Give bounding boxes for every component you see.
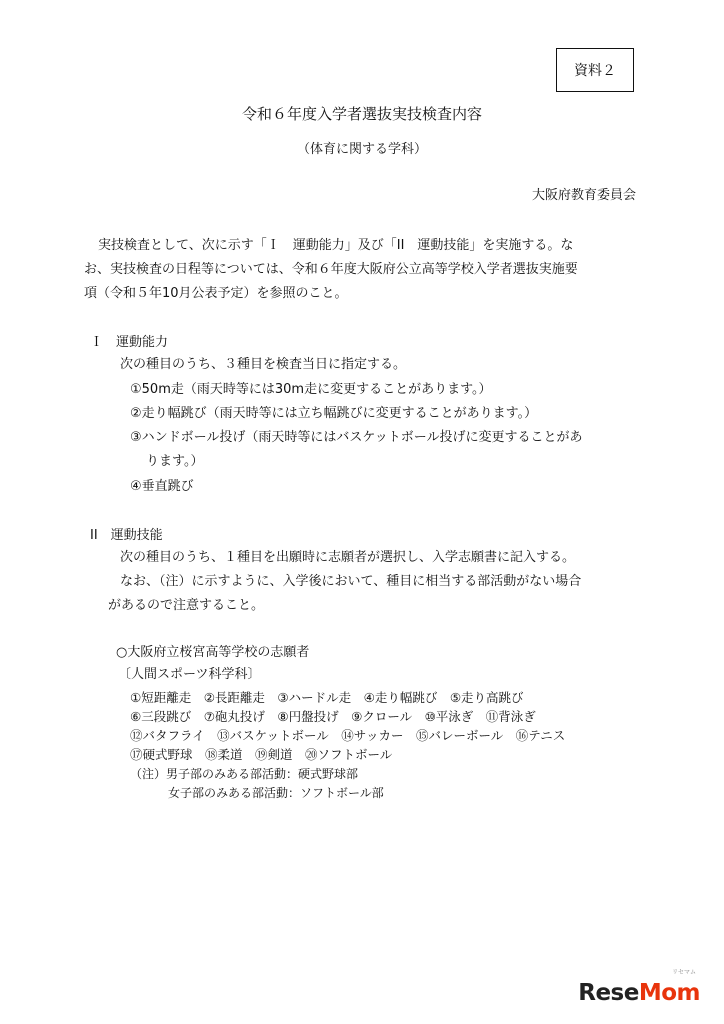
event-row: ⑥三段跳び ⑦砲丸投げ ⑧円盤投げ ⑨クロール ⑩平泳ぎ ⑪背泳ぎ (130, 709, 536, 724)
resemom-logo (578, 980, 700, 1006)
section-2-line: があるので注意すること。 (108, 598, 265, 613)
event-row: ⑫バタフライ ⑬バスケットボール ⑭サッカー ⑮バレーボール ⑯テニス (130, 728, 566, 743)
intro-line: お、実技検査の日程等については、令和６年度大阪府公立高等学校入学者選抜実施要 (84, 262, 578, 277)
section-1-heading: Ｉ 運動能力 (90, 335, 169, 350)
school-heading: ○大阪府立桜宮高等学校の志願者 (116, 645, 310, 660)
intro-line: 実技検査として、次に示す「Ｉ 運動能力」及び「II 運動技能」を実施する。な (98, 238, 574, 253)
issuing-organization: 大阪府教育委員会 (531, 188, 636, 203)
note-line: 女子部のみある部活動：ソフトボール部 (168, 786, 384, 800)
ability-item: ①50m走（雨天時等には30m走に変更することがあります。） (130, 382, 492, 397)
event-row: ①短距離走 ②長距離走 ③ハードル走 ④走り幅跳び ⑤走り高跳び (130, 690, 524, 705)
document-subtitle: （体育に関する学科） (296, 142, 427, 157)
section-2-line: なお、（注）に示すように、入学後において、種目に相当する部活動がない場合 (120, 574, 582, 589)
department-label: 〔人間スポーツ科学科〕 (118, 667, 261, 682)
section-1-lead: 次の種目のうち、３種目を検査当日に指定する。 (120, 357, 407, 372)
section-2-heading: II 運動技能 (90, 528, 163, 543)
ability-item-continued: ります。） (146, 454, 204, 469)
logo-text-accent: Mom (638, 980, 700, 1006)
ability-item: ④垂直跳び (130, 479, 194, 494)
ability-item: ③ハンドボール投げ（雨天時等にはバスケットボール投げに変更することがあ (130, 430, 583, 445)
document-ref-label: 資料２ (574, 63, 616, 79)
note-line: （注）男子部のみある部活動：硬式野球部 (130, 767, 359, 781)
watermark-ruby: リセマム (672, 969, 696, 976)
intro-line: 項（令和５年10月公表予定）を参照のこと。 (84, 286, 348, 301)
ability-item: ②走り幅跳び（雨天時等には立ち幅跳びに変更することがあります。） (130, 406, 538, 421)
document-title: 令和６年度入学者選抜実技検査内容 (241, 105, 482, 123)
section-2-line: 次の種目のうち、１種目を出願時に志願者が選択し、入学志願書に記入する。 (120, 550, 576, 565)
logo-text-main: Rese (578, 980, 639, 1006)
document-ref-box (556, 48, 634, 92)
event-row: ⑰硬式野球 ⑱柔道 ⑲剣道 ⑳ソフトボール (130, 747, 393, 762)
